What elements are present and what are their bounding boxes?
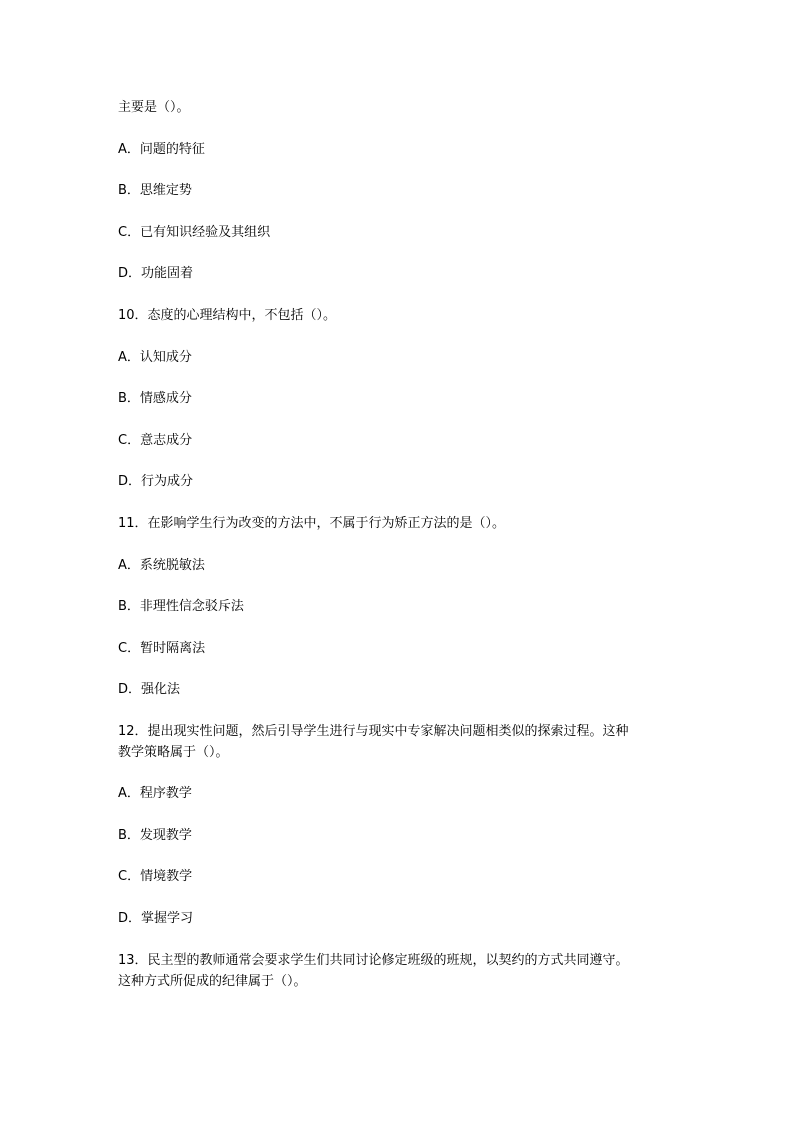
q10-option-a: A．认知成分 <box>118 350 192 365</box>
q11-option-a: A．系统脱敏法 <box>118 558 205 573</box>
question-13-stem-line-1: 13．民主型的教师通常会要求学生们共同讨论修定班级的班规，以契约的方式共同遵守。 <box>118 953 629 968</box>
q10-option-d: D．行为成分 <box>118 474 194 489</box>
q10-option-c: C．意志成分 <box>118 433 193 448</box>
q9-option-b: B．思维定势 <box>118 183 192 198</box>
q12-option-c: C．情境教学 <box>118 869 193 884</box>
q12-option-d: D．掌握学习 <box>118 911 194 926</box>
q11-option-b: B．非理性信念驳斥法 <box>118 599 244 614</box>
q11-option-c: C．暂时隔离法 <box>118 641 206 656</box>
question-10-stem: 10．态度的心理结构中，不包括（）。 <box>118 308 337 323</box>
q9-option-c: C．已有知识经验及其组织 <box>118 225 271 240</box>
q12-option-a: A．程序教学 <box>118 786 192 801</box>
q11-option-d: D．强化法 <box>118 682 181 697</box>
question-13-stem-line-2: 这种方式所促成的纪律属于（）。 <box>118 974 307 989</box>
question-11-stem: 11．在影响学生行为改变的方法中，不属于行为矫正方法的是（）。 <box>118 516 506 531</box>
q9-option-a: A．问题的特征 <box>118 142 205 157</box>
q9-option-d: D．功能固着 <box>118 266 194 281</box>
question-12-stem-line-2: 教学策略属于（）。 <box>118 745 229 760</box>
q10-option-b: B．情感成分 <box>118 391 192 406</box>
question-12-stem-line-1: 12．提出现实性问题，然后引导学生进行与现实中专家解决问题相类似的探索过程。这种 <box>118 724 629 739</box>
q12-option-b: B．发现教学 <box>118 828 192 843</box>
question-9-stem-continuation: 主要是（）。 <box>118 100 190 115</box>
